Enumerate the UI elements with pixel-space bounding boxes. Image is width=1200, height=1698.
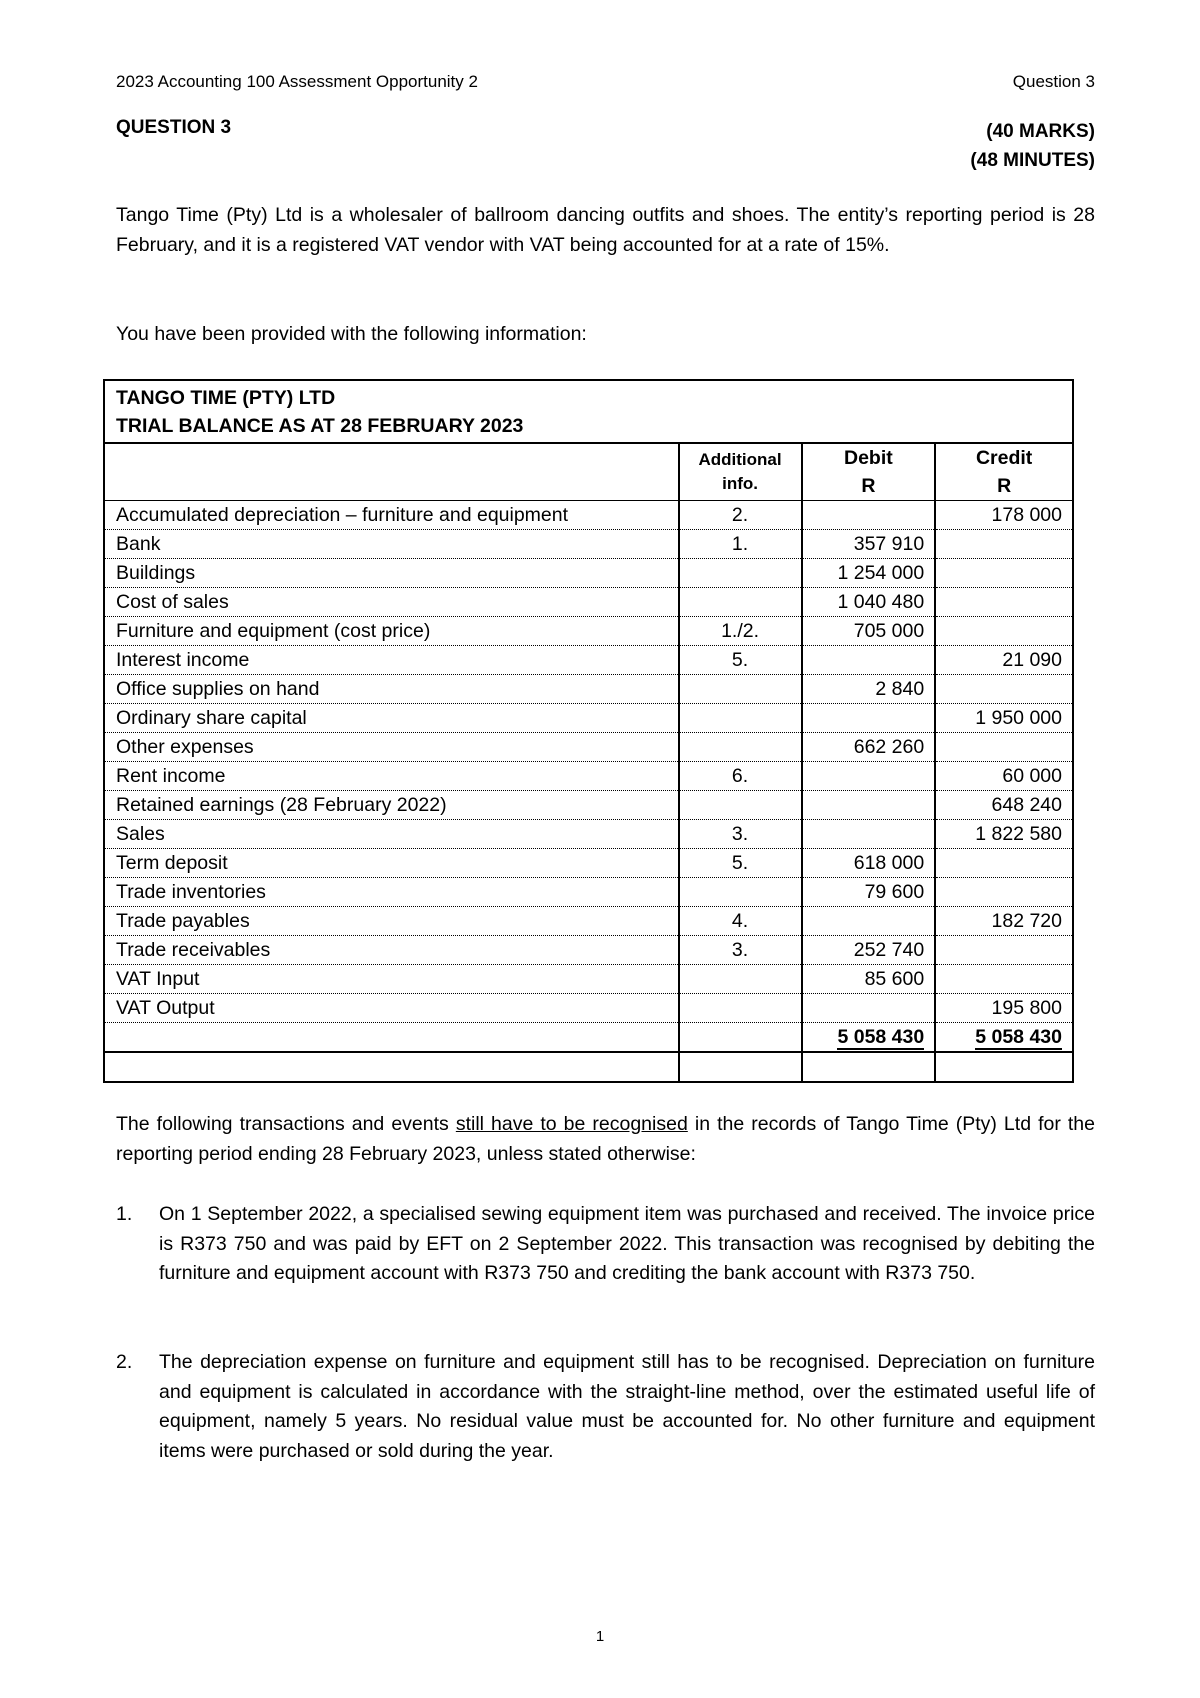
debit-currency: R [861,475,876,497]
info-cell [679,588,802,617]
debit-label: Debit [843,447,893,469]
table-row [104,762,1073,791]
table-row [104,675,1073,704]
account-cell: Buildings [104,559,679,588]
trial-balance-heading [104,380,1073,443]
debit-cell [802,501,936,530]
question-marks: (40 MARKS) [986,121,1095,142]
table-row [104,733,1073,762]
credit-cell [935,559,1073,588]
total-info-cell [679,1023,802,1053]
account-cell: Office supplies on hand [104,675,679,704]
trial-balance-title-row [104,380,1073,443]
following-text-before: The following transactions and events [116,1113,456,1135]
table-row [104,646,1073,675]
account-cell: Trade payables [104,907,679,936]
account-cell: Retained earnings (28 February 2022) [104,791,679,820]
running-header-title: 2023 Accounting 100 Assessment Opportunity 2 [116,72,478,91]
table-row [104,791,1073,820]
info-cell [679,559,802,588]
credit-cell: 1 822 580 [935,820,1073,849]
question-title: QUESTION 3 [116,117,232,138]
info-cell: 5. [679,849,802,878]
info-cell [679,994,802,1023]
list-item-number: 1. [116,1203,133,1225]
info-cell [679,675,802,704]
table-row [104,559,1073,588]
account-cell: Accumulated depreciation – furniture and equipment [104,501,679,530]
account-cell: Furniture and equipment (cost price) [104,617,679,646]
account-cell: Ordinary share capital [104,704,679,733]
list-item [116,1200,1095,1289]
info-cell [679,965,802,994]
question-minutes: (48 MINUTES) [970,150,1095,171]
column-header-debit [802,443,936,501]
trial-balance-table [103,379,1074,1083]
total-debit-cell [802,1023,936,1053]
info-cell: 1. [679,530,802,559]
debit-cell [802,646,936,675]
credit-cell: 1 950 000 [935,704,1073,733]
debit-cell: 79 600 [802,878,936,907]
debit-cell: 85 600 [802,965,936,994]
credit-cell [935,878,1073,907]
table-row [104,530,1073,559]
provided-paragraph: You have been provided with the following information: [116,323,587,345]
page-number: 1 [595,1628,605,1645]
debit-cell: 1 254 000 [802,559,936,588]
table-row [104,936,1073,965]
credit-cell [935,733,1073,762]
account-cell: Trade receivables [104,936,679,965]
debit-cell [802,994,936,1023]
table-row [104,617,1073,646]
debit-cell [802,907,936,936]
credit-cell [935,849,1073,878]
intro-paragraph: Tango Time (Pty) Ltd is a wholesaler of ballroom dancing outfits and shoes. The entity’s reporting period is 28 February, and it is a registered VAT vendor with VAT being accounted for at a rate of 15%. [116,204,1095,256]
credit-cell [935,588,1073,617]
trial-balance-title: TRIAL BALANCE AS AT 28 FEBRUARY 2023 [116,415,524,437]
credit-cell [935,936,1073,965]
credit-cell [935,675,1073,704]
list-item [116,1348,1095,1466]
total-row [104,1023,1073,1053]
account-cell: Cost of sales [104,588,679,617]
credit-cell: 182 720 [935,907,1073,936]
account-cell: Bank [104,530,679,559]
info-cell [679,733,802,762]
list-item-text: On 1 September 2022, a specialised sewing equipment item was purchased and received. The invoice price is R373 750 and was paid by EFT on 2 September 2022. This transaction was recognised by debiting the furniture and equipment account with R373 750 and crediting the bank account with R373 750. [159,1203,1095,1284]
running-header-question: Question 3 [1012,72,1095,91]
debit-cell: 252 740 [802,936,936,965]
list-item-number: 2. [116,1351,133,1373]
info-cell: 2. [679,501,802,530]
account-cell: Term deposit [104,849,679,878]
following-text-after: in the records of Tango Time (Pty) Ltd for the reporting period ending 28 February 2023, unless stated otherwise: [116,1113,1095,1165]
debit-cell: 618 000 [802,849,936,878]
credit-cell: 195 800 [935,994,1073,1023]
table-row [104,878,1073,907]
credit-cell [935,617,1073,646]
blank-row [104,1052,1073,1082]
account-cell: Rent income [104,762,679,791]
account-cell: VAT Input [104,965,679,994]
debit-cell [802,791,936,820]
debit-cell: 1 040 480 [802,588,936,617]
info-cell: 3. [679,820,802,849]
debit-cell: 662 260 [802,733,936,762]
credit-cell [935,530,1073,559]
debit-cell [802,762,936,791]
info-cell: 4. [679,907,802,936]
debit-cell: 2 840 [802,675,936,704]
list-item-text: The depreciation expense on furniture and equipment still has to be recognised. Depreciation on furniture and equipment is calculated in accordance with the straight-line method, over the estimated useful life of equipment, namely 5 years. No residual value must be accounted for. No other furniture and equipment items were purchased or sold during the year. [159,1351,1095,1462]
trial-balance-body [104,501,1073,1023]
total-credit: 5 058 430 [975,1026,1062,1048]
credit-cell: 60 000 [935,762,1073,791]
company-name: TANGO TIME (PTY) LTD [116,387,336,409]
column-header-row [104,443,1073,501]
account-cell: Sales [104,820,679,849]
account-cell: Interest income [104,646,679,675]
column-header-credit [935,443,1073,501]
following-paragraph [116,1110,1095,1169]
credit-cell [935,965,1073,994]
total-credit-cell [935,1023,1073,1053]
account-cell: Trade inventories [104,878,679,907]
table-row [104,501,1073,530]
question-marks-block [970,117,1095,175]
credit-cell: 178 000 [935,501,1073,530]
info-cell: 6. [679,762,802,791]
column-header-info: Additional info. [679,443,802,501]
account-cell: VAT Output [104,994,679,1023]
credit-currency: R [997,475,1012,497]
info-cell: 5. [679,646,802,675]
info-cell [679,704,802,733]
total-debit: 5 058 430 [837,1026,925,1048]
total-label-cell [104,1023,679,1053]
credit-label: Credit [975,447,1033,469]
table-row [104,994,1073,1023]
debit-cell: 705 000 [802,617,936,646]
following-text-underlined: still have to be recognised [455,1113,688,1135]
credit-cell: 648 240 [935,791,1073,820]
debit-cell [802,704,936,733]
info-cell: 3. [679,936,802,965]
table-row [104,849,1073,878]
credit-cell: 21 090 [935,646,1073,675]
table-row [104,588,1073,617]
table-row [104,965,1073,994]
column-header-account [104,443,679,501]
info-cell [679,878,802,907]
table-row [104,907,1073,936]
debit-cell [802,820,936,849]
info-cell: 1./2. [679,617,802,646]
info-cell [679,791,802,820]
table-row [104,704,1073,733]
debit-cell: 357 910 [802,530,936,559]
table-row [104,820,1073,849]
account-cell: Other expenses [104,733,679,762]
